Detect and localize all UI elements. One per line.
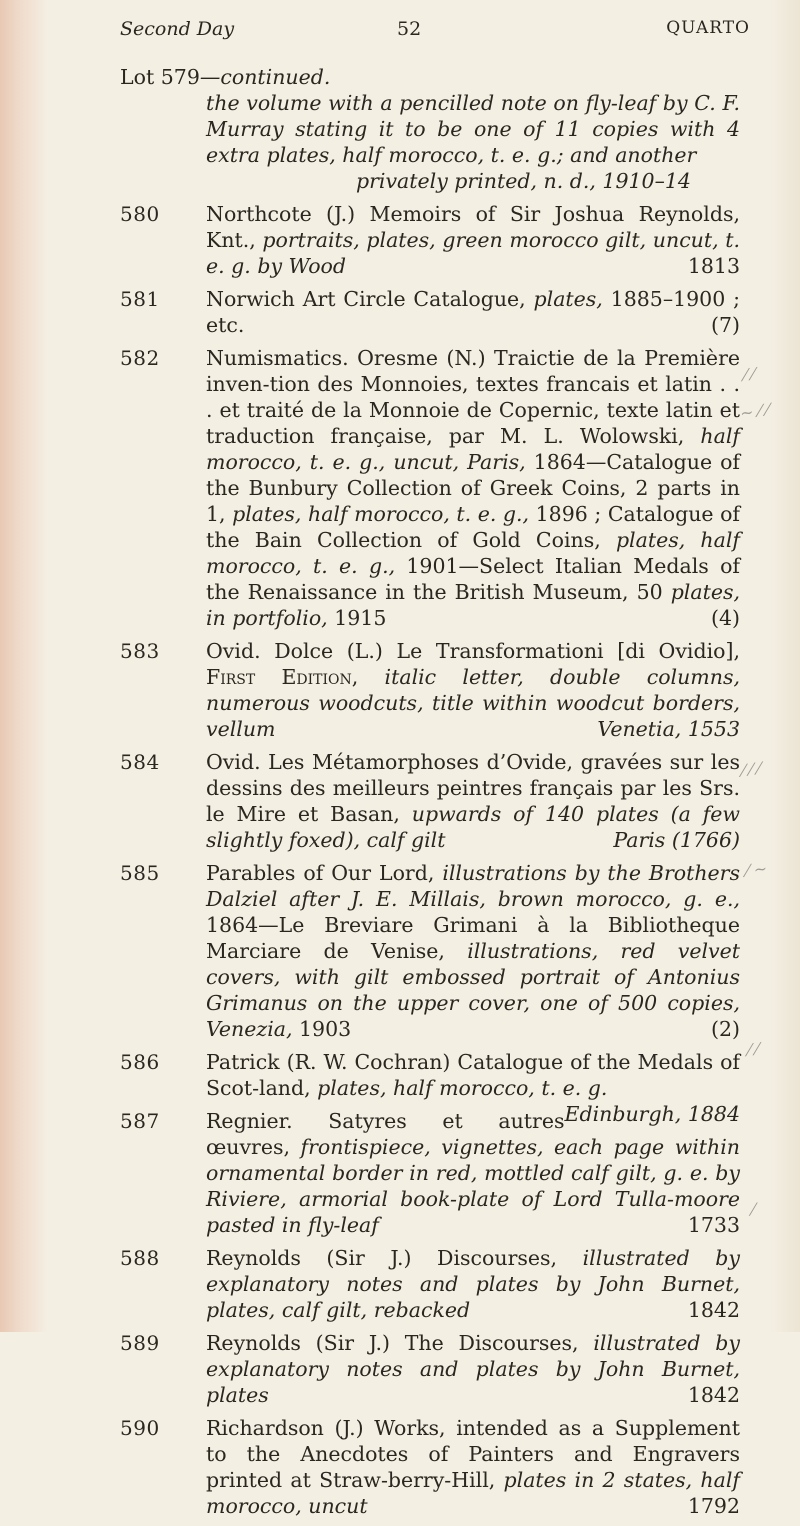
lot-description (206, 749, 740, 853)
pencil-mark: ⁄ (750, 1199, 756, 1220)
continuation-text-b: privately printed, n. d., 1910–14 (356, 169, 691, 193)
pencil-mark: ⁄ ⁄ (746, 1039, 760, 1060)
lot-description (206, 201, 740, 279)
page-edge-shadow (0, 0, 48, 1332)
lot-579-continued (120, 64, 740, 194)
lot-585 (120, 860, 740, 1042)
day-heading: Second Day (120, 18, 235, 40)
lot-585-title: Parables of Our Lord, (206, 861, 443, 885)
lot-586-detail: plates, half morocco, t. e. g. (317, 1076, 608, 1100)
format-heading: QUARTO (666, 18, 750, 38)
lot-582-part-b: half morocco, t. e. g., uncut, Paris, (206, 424, 740, 474)
lot-description (206, 286, 740, 338)
lot-582-part-c: 1864—Catalogue of the Bunbury Collection of Greek Coins, 2 parts in 1, (206, 450, 741, 526)
lot-585-count: (2) (710, 1017, 740, 1041)
continuation-text (120, 90, 740, 194)
lot-583-edition: First Edition, (206, 665, 359, 689)
lot-585-second-title: 1864—Le Breviare Grimani à la Bibliotheque Marciare de Venise, (206, 913, 740, 963)
lot-581-count: (7) (710, 313, 740, 337)
lot-description (206, 1108, 740, 1238)
lot-582-part-f: plates, half morocco, t. e. g., (206, 528, 740, 578)
lot-581 (120, 286, 740, 338)
lot-number: 588 (120, 1246, 160, 1270)
lot-number: 582 (120, 346, 160, 370)
lot-580-detail: portraits, plates, green morocco gilt, uncut, t. e. g. by Wood (206, 228, 741, 278)
lot-582 (120, 345, 740, 631)
lot-584-detail: upwards of 140 plates (a few slightly foxed), calf gilt (206, 802, 740, 852)
lot-list (120, 64, 740, 1526)
lot-587-detail: frontispiece, vignettes, each page within ornamental border in red, mottled calf gilt, g. e. by Riviere, armorial book-plate of Lord Tulla-moore pasted in fly-leaf (206, 1135, 740, 1237)
lot-number: 590 (120, 1416, 160, 1440)
running-head (120, 18, 750, 48)
lot-number: 585 (120, 861, 160, 885)
lot-585-detail-a: illustrations by the Brothers Dalziel after J. E. Millais, brown morocco, g. e., (206, 861, 740, 911)
lot-589-detail: illustrated by explanatory notes and plates by John Burnet, plates (206, 1331, 740, 1407)
lot-description (206, 1415, 740, 1519)
lot-587 (120, 1108, 740, 1238)
lot-586-title: Patrick (R. W. Cochran) Catalogue of the Medals of Scot-land, (206, 1050, 740, 1100)
lot-587-title: Regnier. Satyres et autres œuvres, (206, 1109, 565, 1159)
lot-description (206, 1245, 740, 1323)
lot-number: 586 (120, 1050, 160, 1074)
lot-584-title: Ovid. Les Métamorphoses d’Ovide, gravées sur les dessins des meilleurs peintres français par les Srs. le Mire et Basan, (206, 750, 740, 826)
lot-number: 581 (120, 287, 160, 311)
lot-number: 587 (120, 1109, 160, 1133)
lot-583-imprint: Venetia, 1553 (597, 717, 740, 741)
lot-number: 584 (120, 750, 160, 774)
lot-584 (120, 749, 740, 853)
lot-582-part-e: 1896 ; Catalogue of the Bain Collection of Gold Coins, (206, 502, 741, 552)
lot-586-imprint: Edinburgh, 1884 (564, 1102, 740, 1126)
lot-580-date: 1813 (687, 254, 740, 278)
lot-582-part-h: plates, in portfolio, (206, 580, 740, 630)
lot-588-title: Reynolds (Sir J.) Discourses, (206, 1246, 583, 1270)
lot-581-detail: plates, (533, 287, 603, 311)
pencil-mark: ⁄ ⁄ (742, 364, 756, 385)
lot-583 (120, 638, 740, 742)
lot-585-date: 1903 (292, 1017, 352, 1041)
lot-580 (120, 201, 740, 279)
pencil-mark: ~ ⁄ ⁄ (738, 400, 771, 423)
lot-590-title: Richardson (J.) Works, intended as a Supplement to the Anecdotes of Painters and Engravers printed at Straw-berry-Hill, (206, 1416, 740, 1492)
lot-description (206, 638, 740, 742)
lot-589-title: Reynolds (Sir J.) The Discourses, (206, 1331, 594, 1355)
lot-582-part-i: 1915 (327, 606, 387, 630)
lot-description (206, 1330, 740, 1408)
pencil-margin-annotations (740, 0, 800, 1332)
lot-583-detail: italic letter, double columns, numerous woodcuts, title within woodcut borders, vellum (206, 665, 740, 741)
lot-582-part-d: plates, half morocco, t. e. g., (232, 502, 530, 526)
lot-number: 583 (120, 639, 160, 663)
continuation-text-a: the volume with a pencilled note on fly-leaf by C. F. Murray stating it to be one of 11 copies with 4 extra plates, half morocco, t. e. g.; and another (206, 91, 740, 167)
pencil-mark: ⁄ ~ (744, 858, 769, 881)
lot-590 (120, 1415, 740, 1519)
lot-580-author: Northcote (J.) Memoirs of Sir Joshua Reynolds, Knt., (206, 202, 740, 252)
continuation-suffix: —continued. (199, 65, 331, 89)
lot-588-date: 1842 (687, 1298, 740, 1322)
lot-588 (120, 1245, 740, 1323)
lot-number: 589 (120, 1331, 160, 1355)
lot-588-detail: illustrated by explanatory notes and plates by John Burnet, plates, calf gilt, rebacked (206, 1246, 740, 1322)
lot-590-date: 1792 (687, 1494, 740, 1518)
lot-description (206, 345, 740, 631)
pencil-mark: ⁄ ⁄ ⁄ (740, 758, 762, 781)
lot-581-dates: 1885–1900 ; etc. (206, 287, 740, 337)
page-number: 52 (397, 18, 422, 40)
continuation-number: 579 (160, 65, 200, 89)
lot-585-detail-b: illustrations, red velvet covers, with gilt embossed portrait of Antonius Grimanus on the upper cover, one of 500 copies, Venezia, (206, 939, 740, 1041)
lot-582-part-g: 1901—Select Italian Medals of the Renaissance in the British Museum, 50 (206, 554, 740, 604)
lot-584-imprint: Paris (1766) (613, 828, 740, 852)
lot-589 (120, 1330, 740, 1408)
lot-587-date: 1733 (687, 1213, 740, 1237)
continuation-label: Lot (120, 65, 155, 89)
lot-589-date: 1842 (687, 1383, 740, 1407)
lot-582-count: (4) (710, 606, 740, 630)
continuation-heading (120, 64, 740, 90)
lot-583-title: Ovid. Dolce (L.) Le Transformationi [di Ovidio], (206, 639, 740, 663)
lot-description (206, 860, 740, 1042)
lot-581-title: Norwich Art Circle Catalogue, (206, 287, 534, 311)
lot-number: 580 (120, 202, 160, 226)
lot-description (206, 1049, 740, 1126)
lot-582-part-a: Numismatics. Oresme (N.) Traictie de la Première inven-tion des Monnoies, textes francais et latin . . . et traité de la Monnoie de Copernic, texte latin et traduction française, par M. L. Wolowski, (206, 346, 740, 448)
lot-590-detail: plates in 2 states, half morocco, uncut (206, 1468, 740, 1518)
